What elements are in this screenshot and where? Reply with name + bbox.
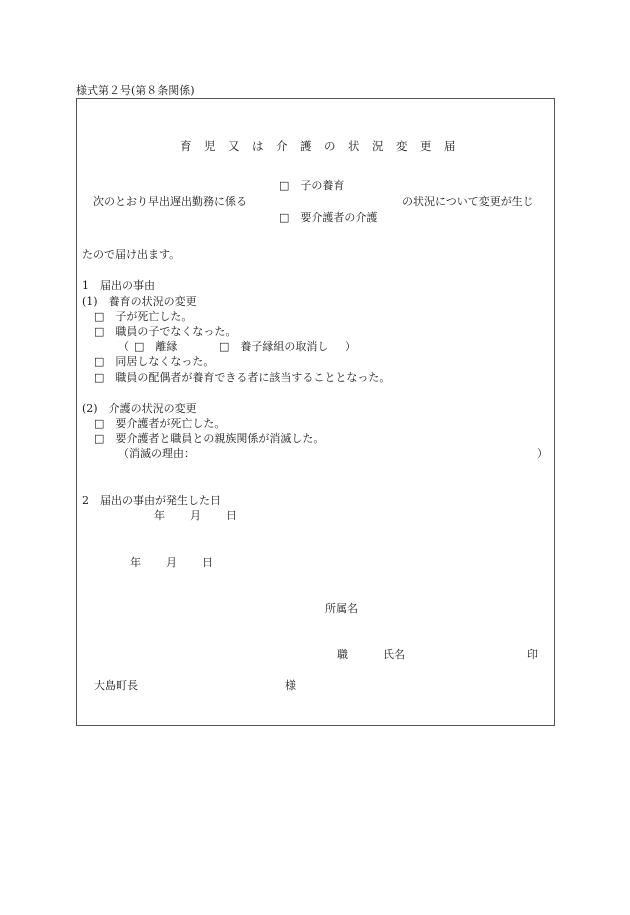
- checkbox-child-died[interactable]: □ 子が死亡した。: [94, 310, 193, 323]
- checkbox-spouse-can-care[interactable]: □ 職員の配偶者が養育できる者に該当することとなった。: [94, 371, 391, 384]
- submission-year-label: 年: [130, 556, 141, 569]
- section1-sub1-heading: (1) 養育の状況の変更: [82, 295, 197, 308]
- checkbox-no-longer-child[interactable]: □ 職員の子でなくなった。: [94, 325, 237, 338]
- section1-sub2-heading: (2) 介護の状況の変更: [82, 402, 197, 415]
- checkbox-kinship-ended[interactable]: □ 要介護者と職員との親族関係が消滅した。: [94, 432, 325, 445]
- submission-month-label: 月: [166, 556, 177, 569]
- seal-label: 印: [527, 648, 538, 661]
- checkbox-care-recipient-died[interactable]: □ 要介護者が死亡した。: [94, 417, 226, 430]
- submission-day-label: 日: [202, 556, 213, 569]
- checkbox-dissolution[interactable]: □ 離縁: [134, 340, 178, 353]
- intro-prefix: 次のとおり早出遅出勤務に係る: [93, 195, 247, 208]
- checkbox-adoption-cancel[interactable]: □ 養子縁組の取消し: [219, 340, 329, 353]
- intro-suffix: の状況について変更が生じ: [402, 195, 534, 208]
- section1-heading: 1 届出の事由: [82, 279, 155, 292]
- honorific: 様: [285, 679, 296, 692]
- intro-option-care[interactable]: □ 要介護者の介護: [279, 211, 378, 224]
- form-number: 様式第２号(第８条関係): [76, 84, 195, 97]
- position-label: 職: [337, 648, 348, 661]
- detail-open-paren: （: [118, 340, 129, 353]
- event-month-label: 月: [190, 509, 201, 522]
- detail-close-paren: ）: [345, 340, 356, 353]
- reason-label: （消滅の理由：: [118, 447, 195, 460]
- addressee: 大島町長: [94, 679, 138, 692]
- section2-heading: 2 届出の事由が発生した日: [82, 494, 221, 507]
- event-day-label: 日: [226, 509, 237, 522]
- reason-close-paren: ）: [537, 447, 548, 460]
- intro-continuation: たので届け出ます。: [82, 248, 181, 261]
- affiliation-label: 所属名: [325, 602, 358, 615]
- event-year-label: 年: [154, 509, 165, 522]
- intro-option-child[interactable]: □ 子の養育: [279, 179, 345, 192]
- checkbox-no-longer-cohabiting[interactable]: □ 同居しなくなった。: [94, 355, 215, 368]
- name-label: 氏名: [383, 648, 405, 661]
- form-title: 育児又は介護の状況変更届: [180, 139, 468, 153]
